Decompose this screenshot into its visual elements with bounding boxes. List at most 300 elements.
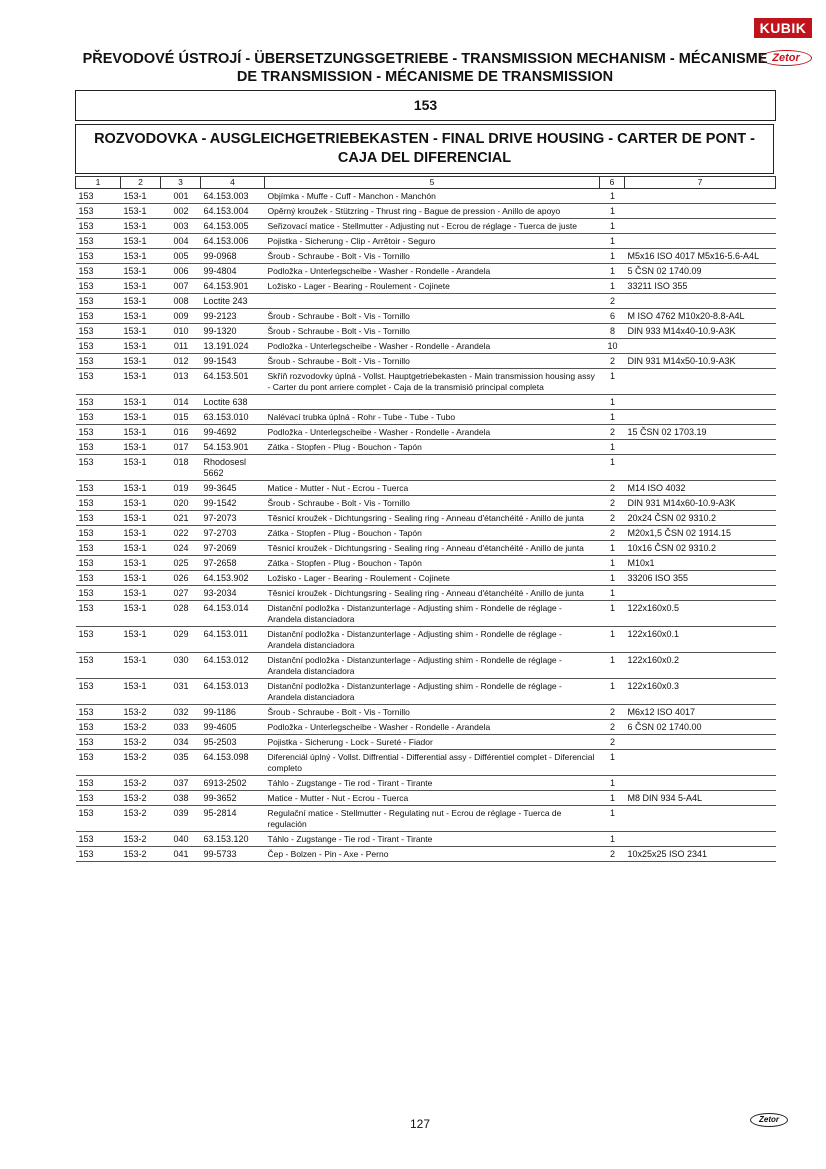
table-cell: 033 <box>161 720 201 735</box>
table-row <box>76 425 776 440</box>
table-cell: 122x160x0.2 <box>625 653 776 679</box>
table-cell: 029 <box>161 627 201 653</box>
table-cell <box>625 750 776 776</box>
table-cell: Pojistka - Sicherung - Lock - Sureté - Fiador <box>265 735 600 750</box>
zetor-footer-logo: Zetor <box>750 1113 788 1127</box>
table-cell: 122x160x0.3 <box>625 679 776 705</box>
table-cell: 153 <box>76 279 121 294</box>
table-cell: 153-1 <box>121 354 161 369</box>
table-row <box>76 219 776 234</box>
page-title: PŘEVODOVÉ ÚSTROJÍ - ÜBERSETZUNGSGETRIEBE - TRANSMISSION MECHANISM - MÉCANISME DE TRANSMISSION - MÉCANISME DE TRANSMISSION <box>82 51 768 85</box>
table-cell: 153 <box>76 324 121 339</box>
table-cell: 6913-2502 <box>201 776 265 791</box>
table-cell: 64.153.004 <box>201 204 265 219</box>
table-cell: M10x1 <box>625 556 776 571</box>
table-cell: 018 <box>161 455 201 481</box>
table-cell: Táhlo - Zugstange - Tie rod - Tirant - Tirante <box>265 832 600 847</box>
table-row <box>76 627 776 653</box>
table-cell: 022 <box>161 526 201 541</box>
table-cell: 153 <box>76 294 121 309</box>
table-cell: 64.153.098 <box>201 750 265 776</box>
table-cell: 64.153.006 <box>201 234 265 249</box>
table-cell: 153 <box>76 526 121 541</box>
table-cell: 1 <box>600 653 625 679</box>
table-cell <box>625 586 776 601</box>
table-row <box>76 189 776 204</box>
table-cell: 99-1320 <box>201 324 265 339</box>
table-cell: Podložka - Unterlegscheibe - Washer - Rondelle - Arandela <box>265 720 600 735</box>
table-cell: 63.153.120 <box>201 832 265 847</box>
table-cell: 6 <box>600 309 625 324</box>
table-cell: 035 <box>161 750 201 776</box>
table-cell: Opěrný kroužek - Stützring - Thrust ring - Bague de pression - Anillo de apoyo <box>265 204 600 219</box>
table-row <box>76 776 776 791</box>
table-cell: 63.153.010 <box>201 410 265 425</box>
table-cell: 153-2 <box>121 847 161 862</box>
table-cell: 1 <box>600 204 625 219</box>
table-cell: 1 <box>600 571 625 586</box>
table-cell: 031 <box>161 679 201 705</box>
table-cell: 153 <box>76 601 121 627</box>
table-cell: 1 <box>600 189 625 204</box>
table-cell: 153-1 <box>121 234 161 249</box>
table-cell: 002 <box>161 204 201 219</box>
table-row <box>76 806 776 832</box>
table-cell <box>625 455 776 481</box>
table-cell: 153 <box>76 627 121 653</box>
table-cell: 1 <box>600 776 625 791</box>
table-cell: 99-4692 <box>201 425 265 440</box>
table-cell: 153 <box>76 847 121 862</box>
table-cell: 2 <box>600 720 625 735</box>
table-cell: DIN 933 M14x40-10.9-A3K <box>625 324 776 339</box>
table-cell: 153-1 <box>121 481 161 496</box>
table-cell: 64.153.501 <box>201 369 265 395</box>
column-header: 5 <box>265 177 600 189</box>
table-cell: 153-1 <box>121 541 161 556</box>
table-cell: 153-1 <box>121 410 161 425</box>
column-header: 4 <box>201 177 265 189</box>
table-cell: Distanční podložka - Distanzunterlage - Adjusting shim - Rondelle de réglage - Arandela distanciadora <box>265 601 600 627</box>
table-row <box>76 294 776 309</box>
table-row <box>76 279 776 294</box>
table-cell: 007 <box>161 279 201 294</box>
table-row <box>76 369 776 395</box>
table-cell: 153 <box>76 556 121 571</box>
table-cell: 153-2 <box>121 750 161 776</box>
table-cell: 122x160x0.5 <box>625 601 776 627</box>
table-cell <box>625 395 776 410</box>
column-header: 7 <box>625 177 776 189</box>
table-cell: 153 <box>76 496 121 511</box>
table-cell: 1 <box>600 679 625 705</box>
table-cell <box>625 219 776 234</box>
table-cell <box>625 339 776 354</box>
table-cell: 153 <box>76 249 121 264</box>
table-cell: 153 <box>76 679 121 705</box>
table-cell: DIN 931 M14x50-10.9-A3K <box>625 354 776 369</box>
table-cell: 016 <box>161 425 201 440</box>
table-cell: 2 <box>600 425 625 440</box>
table-cell: 153-1 <box>121 601 161 627</box>
table-row <box>76 735 776 750</box>
kubik-logo-text: KUBIK <box>754 18 812 38</box>
table-cell <box>265 294 600 309</box>
table-cell: 153-1 <box>121 425 161 440</box>
table-cell: 1 <box>600 627 625 653</box>
table-row <box>76 653 776 679</box>
table-cell: 122x160x0.1 <box>625 627 776 653</box>
table-cell: 15 ČSN 02 1703.19 <box>625 425 776 440</box>
table-cell: 153-1 <box>121 279 161 294</box>
table-cell: 006 <box>161 264 201 279</box>
table-cell: Šroub - Schraube - Bolt - Vis - Tornillo <box>265 249 600 264</box>
table-cell: 038 <box>161 791 201 806</box>
table-row <box>76 496 776 511</box>
table-cell: 93-2034 <box>201 586 265 601</box>
table-cell: 97-2069 <box>201 541 265 556</box>
table-cell: 020 <box>161 496 201 511</box>
table-cell <box>625 294 776 309</box>
table-cell: 039 <box>161 806 201 832</box>
table-cell: 037 <box>161 776 201 791</box>
table-row <box>76 204 776 219</box>
table-cell: 99-4804 <box>201 264 265 279</box>
column-header: 6 <box>600 177 625 189</box>
table-cell: 005 <box>161 249 201 264</box>
table-row <box>76 339 776 354</box>
table-cell: 2 <box>600 735 625 750</box>
table-cell: 153-1 <box>121 395 161 410</box>
table-cell: 003 <box>161 219 201 234</box>
table-cell: Distanční podložka - Distanzunterlage - Adjusting shim - Rondelle de réglage - Arandela distanciadora <box>265 653 600 679</box>
table-cell <box>625 776 776 791</box>
table-cell: 95-2814 <box>201 806 265 832</box>
table-row <box>76 847 776 862</box>
table-row <box>76 832 776 847</box>
table-cell: 153-2 <box>121 735 161 750</box>
table-cell: 2 <box>600 526 625 541</box>
table-cell: Regulační matice - Stellmutter - Regulating nut - Ecrou de réglage - Tuerca de regulación <box>265 806 600 832</box>
table-cell: 97-2658 <box>201 556 265 571</box>
table-cell: 1 <box>600 395 625 410</box>
table-cell: 95-2503 <box>201 735 265 750</box>
table-row <box>76 705 776 720</box>
table-cell: Objímka - Muffe - Cuff - Manchon - Manchón <box>265 189 600 204</box>
table-cell: 99-2123 <box>201 309 265 324</box>
table-cell: M6x12 ISO 4017 <box>625 705 776 720</box>
table-cell: 153 <box>76 776 121 791</box>
table-cell: 64.153.005 <box>201 219 265 234</box>
table-cell: 009 <box>161 309 201 324</box>
table-cell: 20x24 ČSN 02 9310.2 <box>625 511 776 526</box>
table-row <box>76 354 776 369</box>
table-cell: 2 <box>600 354 625 369</box>
table-cell: 1 <box>600 279 625 294</box>
table-cell: 153 <box>76 309 121 324</box>
table-cell: 019 <box>161 481 201 496</box>
table-cell <box>625 806 776 832</box>
table-cell: 153-1 <box>121 653 161 679</box>
table-cell: 33206 ISO 355 <box>625 571 776 586</box>
table-row <box>76 720 776 735</box>
table-cell: 153 <box>76 791 121 806</box>
table-cell: 1 <box>600 219 625 234</box>
group-title-text: ROZVODOVKA - AUSGLEICHGETRIEBEKASTEN - FINAL DRIVE HOUSING - CARTER DE PONT - CAJA DEL DIFERENCIAL <box>94 131 755 166</box>
table-cell: 1 <box>600 832 625 847</box>
table-cell <box>625 735 776 750</box>
table-cell: 153 <box>76 440 121 455</box>
parts-table <box>75 176 776 862</box>
table-cell: Matice - Mutter - Nut - Ecrou - Tuerca <box>265 481 600 496</box>
table-cell: 5 ČSN 02 1740.09 <box>625 264 776 279</box>
table-cell: 153 <box>76 586 121 601</box>
table-cell <box>265 455 600 481</box>
table-cell: 153-2 <box>121 705 161 720</box>
table-cell: 153 <box>76 264 121 279</box>
table-cell: Loctite 243 <box>201 294 265 309</box>
table-cell: 1 <box>600 234 625 249</box>
table-cell: 153-2 <box>121 832 161 847</box>
table-cell: DIN 931 M14x60-10.9-A3K <box>625 496 776 511</box>
table-cell: 1 <box>600 249 625 264</box>
table-cell: 153-1 <box>121 264 161 279</box>
table-cell: 153-1 <box>121 369 161 395</box>
table-cell: 153 <box>76 234 121 249</box>
table-cell: 001 <box>161 189 201 204</box>
table-cell <box>265 395 600 410</box>
table-cell: Pojistka - Sicherung - Clip - Arrêtoir - Seguro <box>265 234 600 249</box>
page-number: 127 <box>409 1117 431 1131</box>
table-cell: Šroub - Schraube - Bolt - Vis - Tornillo <box>265 705 600 720</box>
table-row <box>76 556 776 571</box>
table-cell: 010 <box>161 324 201 339</box>
table-cell: Distanční podložka - Distanzunterlage - Adjusting shim - Rondelle de réglage - Arandela distanciadora <box>265 627 600 653</box>
table-cell: 153 <box>76 541 121 556</box>
table-cell <box>625 410 776 425</box>
table-cell: 2 <box>600 705 625 720</box>
table-cell: 13.191.024 <box>201 339 265 354</box>
table-cell: 54.153.901 <box>201 440 265 455</box>
table-cell: 153 <box>76 735 121 750</box>
table-cell: Skříň rozvodovky úplná - Vollst. Hauptgetriebekasten - Main transmission housing assy - Carter du pont arriere complet - Caja de la transmisió principal completa <box>265 369 600 395</box>
table-cell: 004 <box>161 234 201 249</box>
table-cell: 153-1 <box>121 324 161 339</box>
table-row <box>76 526 776 541</box>
table-cell: 012 <box>161 354 201 369</box>
table-cell: 99-1186 <box>201 705 265 720</box>
column-header: 1 <box>76 177 121 189</box>
table-cell: 153 <box>76 832 121 847</box>
table-cell: 153-1 <box>121 189 161 204</box>
table-cell: 014 <box>161 395 201 410</box>
table-cell: 153-1 <box>121 627 161 653</box>
table-row <box>76 234 776 249</box>
table-cell: Ložisko - Lager - Bearing - Roulement - Cojinete <box>265 279 600 294</box>
table-cell: 8 <box>600 324 625 339</box>
table-cell <box>625 189 776 204</box>
table-cell: M14 ISO 4032 <box>625 481 776 496</box>
column-header: 2 <box>121 177 161 189</box>
table-cell: 64.153.013 <box>201 679 265 705</box>
table-cell: Distanční podložka - Distanzunterlage - Adjusting shim - Rondelle de réglage - Arandela distanciadora <box>265 679 600 705</box>
table-cell: 028 <box>161 601 201 627</box>
table-cell: 99-3652 <box>201 791 265 806</box>
table-cell: 153-1 <box>121 679 161 705</box>
table-cell: 013 <box>161 369 201 395</box>
table-cell: 153-1 <box>121 219 161 234</box>
table-cell: Šroub - Schraube - Bolt - Vis - Tornillo <box>265 354 600 369</box>
table-cell: Čep - Bolzen - Pin - Axe - Perno <box>265 847 600 862</box>
table-cell: 011 <box>161 339 201 354</box>
table-cell: 2 <box>600 496 625 511</box>
table-row <box>76 249 776 264</box>
table-cell: Táhlo - Zugstange - Tie rod - Tirant - Tirante <box>265 776 600 791</box>
table-cell: 97-2703 <box>201 526 265 541</box>
table-cell: 153 <box>76 750 121 776</box>
table-cell: 153 <box>76 571 121 586</box>
column-header: 3 <box>161 177 201 189</box>
table-cell: 153 <box>76 806 121 832</box>
table-header-row <box>76 177 776 189</box>
table-row <box>76 586 776 601</box>
table-cell: 153 <box>76 481 121 496</box>
table-cell: 153 <box>76 219 121 234</box>
table-row <box>76 750 776 776</box>
table-cell: 99-3645 <box>201 481 265 496</box>
table-cell: Matice - Mutter - Nut - Ecrou - Tuerca <box>265 791 600 806</box>
parts-table-body <box>76 189 776 862</box>
table-row <box>76 541 776 556</box>
table-cell: 027 <box>161 586 201 601</box>
table-cell: 153-1 <box>121 204 161 219</box>
table-cell: Podložka - Unterlegscheibe - Washer - Rondelle - Arandela <box>265 339 600 354</box>
table-row <box>76 324 776 339</box>
table-cell: 017 <box>161 440 201 455</box>
table-cell: 153 <box>76 511 121 526</box>
table-cell: 1 <box>600 440 625 455</box>
table-cell: 1 <box>600 369 625 395</box>
table-cell: 1 <box>600 556 625 571</box>
table-cell <box>625 234 776 249</box>
table-cell: 2 <box>600 847 625 862</box>
table-row <box>76 395 776 410</box>
table-cell: 6 ČSN 02 1740.00 <box>625 720 776 735</box>
table-cell: 153 <box>76 705 121 720</box>
table-cell: 153-1 <box>121 496 161 511</box>
section-number: 153 <box>75 90 776 121</box>
table-cell: 1 <box>600 791 625 806</box>
table-cell: 153-1 <box>121 455 161 481</box>
table-row <box>76 791 776 806</box>
table-cell: 99-5733 <box>201 847 265 862</box>
table-cell: 2 <box>600 481 625 496</box>
table-cell: 1 <box>600 750 625 776</box>
table-cell: 025 <box>161 556 201 571</box>
table-cell: M5x16 ISO 4017 M5x16-5.6-A4L <box>625 249 776 264</box>
table-cell: 153-2 <box>121 776 161 791</box>
table-cell: 99-1542 <box>201 496 265 511</box>
table-cell: 153-1 <box>121 571 161 586</box>
table-row <box>76 455 776 481</box>
table-cell: 10 <box>600 339 625 354</box>
table-cell: Ložisko - Lager - Bearing - Roulement - Cojinete <box>265 571 600 586</box>
table-row <box>76 410 776 425</box>
table-cell: 1 <box>600 455 625 481</box>
table-cell: 153-1 <box>121 339 161 354</box>
table-cell: 153 <box>76 369 121 395</box>
table-cell: Šroub - Schraube - Bolt - Vis - Tornillo <box>265 324 600 339</box>
table-cell: 153 <box>76 189 121 204</box>
table-cell <box>625 832 776 847</box>
table-cell: 1 <box>600 586 625 601</box>
table-cell: 10x25x25 ISO 2341 <box>625 847 776 862</box>
table-cell: 2 <box>600 511 625 526</box>
table-cell: 032 <box>161 705 201 720</box>
table-cell: 153 <box>76 455 121 481</box>
table-cell: 153-1 <box>121 556 161 571</box>
group-title <box>75 124 774 174</box>
table-cell: Šroub - Schraube - Bolt - Vis - Tornillo <box>265 496 600 511</box>
table-cell: Těsnicí kroužek - Dichtungsring - Sealing ring - Anneau d'étanchéité - Anillo de junta <box>265 586 600 601</box>
table-row <box>76 601 776 627</box>
table-cell: 153 <box>76 354 121 369</box>
table-cell: 040 <box>161 832 201 847</box>
table-cell: 153-1 <box>121 309 161 324</box>
table-cell: M ISO 4762 M10x20-8.8-A4L <box>625 309 776 324</box>
table-cell: 030 <box>161 653 201 679</box>
table-cell: 153-1 <box>121 511 161 526</box>
table-cell: 64.153.901 <box>201 279 265 294</box>
table-cell: 33211 ISO 355 <box>625 279 776 294</box>
table-cell: 026 <box>161 571 201 586</box>
table-cell: 153-1 <box>121 586 161 601</box>
table-cell: M20x1,5 ČSN 02 1914.15 <box>625 526 776 541</box>
table-cell: 153 <box>76 425 121 440</box>
table-cell: Loctite 638 <box>201 395 265 410</box>
table-cell: Seřizovací matice - Stellmutter - Adjusting nut - Ecrou de réglage - Tuerca de juste <box>265 219 600 234</box>
table-cell: 64.153.012 <box>201 653 265 679</box>
table-cell: 1 <box>600 806 625 832</box>
table-cell: Těsnicí kroužek - Dichtungsring - Sealing ring - Anneau d'étanchéité - Anillo de junta <box>265 511 600 526</box>
table-cell: 153-2 <box>121 806 161 832</box>
table-cell: 153 <box>76 720 121 735</box>
table-cell: 153 <box>76 204 121 219</box>
table-cell: Těsnicí kroužek - Dichtungsring - Sealing ring - Anneau d'étanchéité - Anillo de junta <box>265 541 600 556</box>
table-cell: 024 <box>161 541 201 556</box>
table-cell: 021 <box>161 511 201 526</box>
table-cell: 153 <box>76 339 121 354</box>
table-cell: 034 <box>161 735 201 750</box>
table-cell: 97-2073 <box>201 511 265 526</box>
table-cell: Podložka - Unterlegscheibe - Washer - Rondelle - Arandela <box>265 425 600 440</box>
table-cell <box>625 369 776 395</box>
table-cell: 153 <box>76 653 121 679</box>
table-cell: Zátka - Stopfen - Plug - Bouchon - Tapón <box>265 526 600 541</box>
table-cell: Rhodosesl 5662 <box>201 455 265 481</box>
table-cell: 153-2 <box>121 720 161 735</box>
table-cell: 64.153.011 <box>201 627 265 653</box>
table-cell: 99-1543 <box>201 354 265 369</box>
zetor-logo-text: Zetor <box>760 50 812 66</box>
table-cell: 64.153.003 <box>201 189 265 204</box>
table-cell: 10x16 ČSN 02 9310.2 <box>625 541 776 556</box>
table-cell: 153-2 <box>121 791 161 806</box>
table-cell: 041 <box>161 847 201 862</box>
table-row <box>76 511 776 526</box>
table-cell: 99-0968 <box>201 249 265 264</box>
table-cell: Podložka - Unterlegscheibe - Washer - Rondelle - Arandela <box>265 264 600 279</box>
